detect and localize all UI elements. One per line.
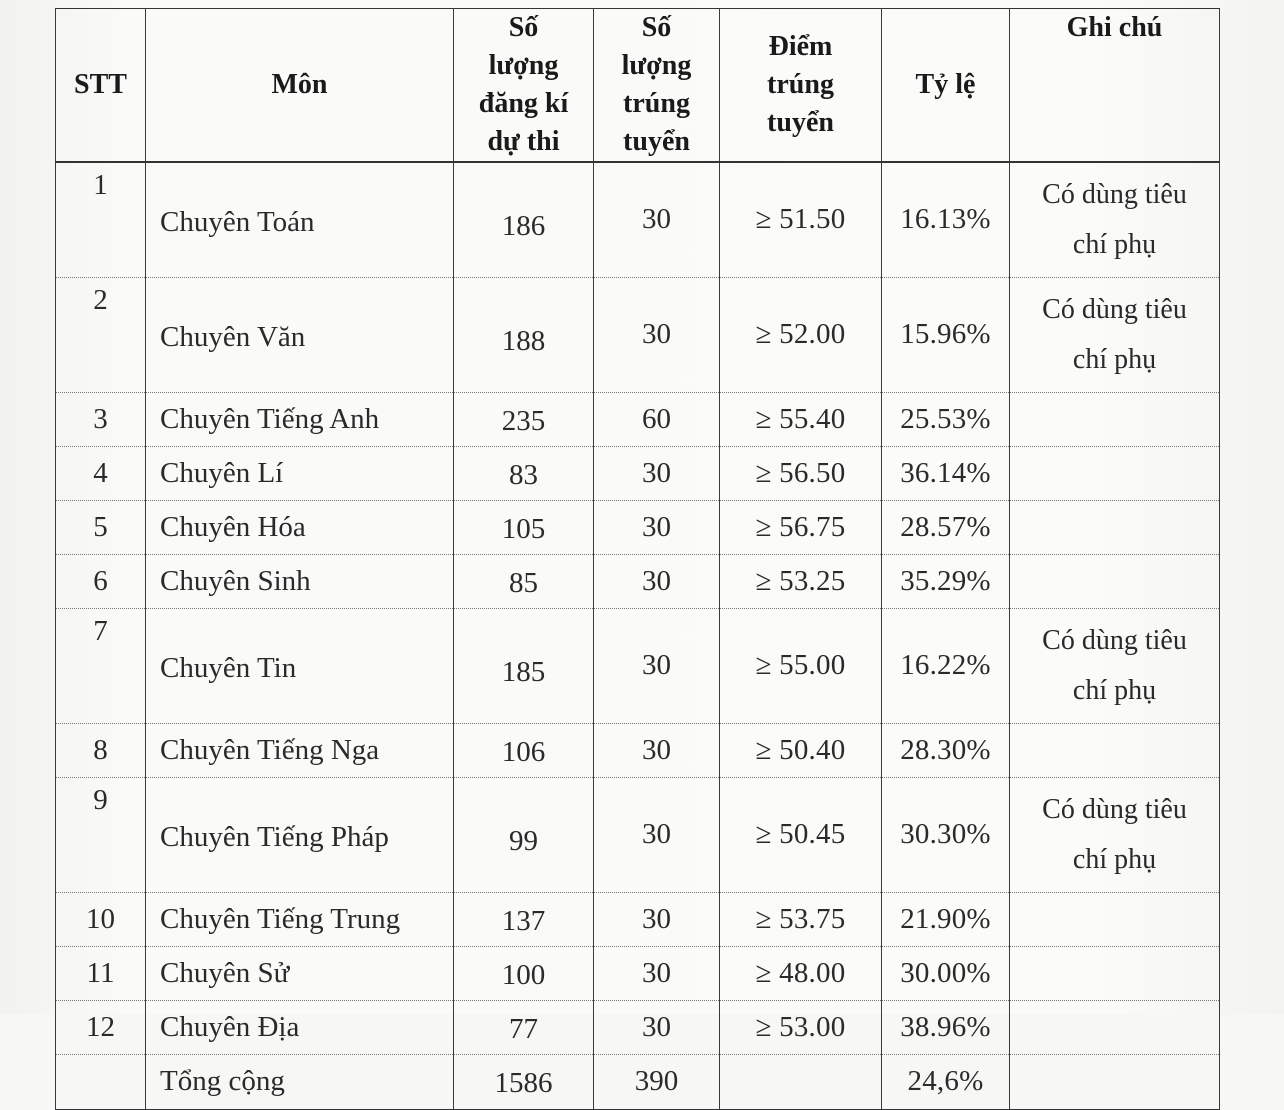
cell-subject: Chuyên Sử (146, 947, 454, 1001)
cell-registered: 85 (454, 555, 594, 609)
cell-subject: Chuyên Hóa (146, 501, 454, 555)
total-admitted: 390 (594, 1055, 720, 1110)
cell-rate: 16.13% (882, 162, 1010, 278)
note-line: Có dùng tiêu (1042, 294, 1187, 325)
cell-stt: 5 (56, 501, 146, 555)
cell-registered: 99 (454, 778, 594, 893)
cell-rate: 15.96% (882, 278, 1010, 393)
cell-admitted: 30 (594, 162, 720, 278)
cell-stt: 4 (56, 447, 146, 501)
cell-stt: 9 (56, 778, 146, 893)
total-row (56, 1055, 1220, 1110)
cell-cutoff: ≥ 50.40 (720, 724, 882, 778)
cell-note (1010, 609, 1220, 724)
cell-cutoff: ≥ 51.50 (720, 162, 882, 278)
cell-subject: Chuyên Lí (146, 447, 454, 501)
cell-stt: 12 (56, 1001, 146, 1055)
cell-admitted: 30 (594, 447, 720, 501)
header-note: Ghi chú (1010, 9, 1220, 163)
cell-subject: Chuyên Tin (146, 609, 454, 724)
header-line: trúng (623, 88, 690, 119)
header-line: đăng kí (478, 88, 569, 119)
header-line: Số (508, 12, 539, 43)
cell-registered: 235 (454, 393, 594, 447)
cell-admitted: 60 (594, 393, 720, 447)
note-line: Có dùng tiêu (1042, 625, 1187, 656)
cell-stt: 7 (56, 609, 146, 724)
cell-cutoff: ≥ 50.45 (720, 778, 882, 893)
cell-subject: Chuyên Tiếng Trung (146, 893, 454, 947)
table-row (56, 1001, 1220, 1055)
header-admitted (594, 9, 720, 163)
table-row (56, 947, 1220, 1001)
cell-cutoff: ≥ 53.25 (720, 555, 882, 609)
note-line: Có dùng tiêu (1042, 794, 1187, 825)
cell-admitted: 30 (594, 778, 720, 893)
header-line: tuyển (767, 107, 834, 138)
header-line: lượng (488, 50, 559, 81)
cell-stt (56, 1055, 146, 1110)
header-row (56, 9, 1220, 163)
table-row (56, 447, 1220, 501)
cell-rate: 30.30% (882, 778, 1010, 893)
note-line: chí phụ (1072, 344, 1157, 375)
header-line: dự thi (487, 126, 560, 157)
cell-stt: 8 (56, 724, 146, 778)
cell-admitted: 30 (594, 1001, 720, 1055)
cell-rate: 16.22% (882, 609, 1010, 724)
header-cutoff (720, 9, 882, 163)
cell-admitted: 30 (594, 609, 720, 724)
cell-admitted: 30 (594, 724, 720, 778)
cell-stt: 2 (56, 278, 146, 393)
table-row (56, 501, 1220, 555)
cell-admitted: 30 (594, 893, 720, 947)
header-stt: STT (56, 9, 146, 163)
header-line: tuyển (623, 126, 690, 157)
cell-stt: 3 (56, 393, 146, 447)
cell-registered: 100 (454, 947, 594, 1001)
cell-rate: 28.57% (882, 501, 1010, 555)
total-cutoff (720, 1055, 882, 1110)
cell-rate: 38.96% (882, 1001, 1010, 1055)
cell-cutoff: ≥ 48.00 (720, 947, 882, 1001)
header-line: trúng (767, 69, 834, 100)
cell-admitted: 30 (594, 555, 720, 609)
cell-cutoff: ≥ 52.00 (720, 278, 882, 393)
cell-cutoff: ≥ 55.40 (720, 393, 882, 447)
cell-registered: 106 (454, 724, 594, 778)
cell-registered: 186 (454, 162, 594, 278)
cell-rate: 28.30% (882, 724, 1010, 778)
cell-registered: 137 (454, 893, 594, 947)
cell-note (1010, 947, 1220, 1001)
table-row (56, 893, 1220, 947)
cell-subject: Chuyên Tiếng Nga (146, 724, 454, 778)
cell-cutoff: ≥ 53.00 (720, 1001, 882, 1055)
header-line: Số (641, 12, 672, 43)
cell-rate: 25.53% (882, 393, 1010, 447)
cell-registered: 105 (454, 501, 594, 555)
header-rate: Tỷ lệ (882, 9, 1010, 163)
note-line: chí phụ (1072, 229, 1157, 260)
header-subject: Môn (146, 9, 454, 163)
cell-registered: 185 (454, 609, 594, 724)
cell-note (1010, 162, 1220, 278)
cell-subject: Chuyên Địa (146, 1001, 454, 1055)
cell-subject: Chuyên Văn (146, 278, 454, 393)
cell-stt: 1 (56, 162, 146, 278)
cell-note (1010, 393, 1220, 447)
cell-admitted: 30 (594, 947, 720, 1001)
header-line: Điểm (768, 31, 833, 62)
cell-rate: 21.90% (882, 893, 1010, 947)
cell-note (1010, 893, 1220, 947)
table-row (56, 555, 1220, 609)
table-row (56, 724, 1220, 778)
cell-registered: 83 (454, 447, 594, 501)
header-line: lượng (621, 50, 692, 81)
cell-subject: Chuyên Toán (146, 162, 454, 278)
cell-note (1010, 278, 1220, 393)
note-line: Có dùng tiêu (1042, 179, 1187, 210)
table-row (56, 278, 1220, 393)
cell-admitted: 30 (594, 501, 720, 555)
cell-admitted: 30 (594, 278, 720, 393)
cell-note (1010, 501, 1220, 555)
cell-rate: 36.14% (882, 447, 1010, 501)
table-row (56, 393, 1220, 447)
cell-subject: Chuyên Sinh (146, 555, 454, 609)
cell-note (1010, 447, 1220, 501)
total-label: Tổng cộng (146, 1055, 454, 1110)
cell-note (1010, 778, 1220, 893)
header-registered (454, 9, 594, 163)
note-line: chí phụ (1072, 844, 1157, 875)
cell-registered: 188 (454, 278, 594, 393)
cell-note (1010, 555, 1220, 609)
cell-rate: 30.00% (882, 947, 1010, 1001)
cell-cutoff: ≥ 56.75 (720, 501, 882, 555)
total-rate: 24,6% (882, 1055, 1010, 1110)
note-line: chí phụ (1072, 675, 1157, 706)
cell-stt: 11 (56, 947, 146, 1001)
cell-rate: 35.29% (882, 555, 1010, 609)
cell-subject: Chuyên Tiếng Pháp (146, 778, 454, 893)
cell-subject: Chuyên Tiếng Anh (146, 393, 454, 447)
cell-note (1010, 1001, 1220, 1055)
table-row (56, 162, 1220, 278)
cell-stt: 10 (56, 893, 146, 947)
table-row (56, 609, 1220, 724)
cell-registered: 77 (454, 1001, 594, 1055)
total-note (1010, 1055, 1220, 1110)
total-registered: 1586 (454, 1055, 594, 1110)
cell-cutoff: ≥ 53.75 (720, 893, 882, 947)
admission-results-table (55, 8, 1220, 1110)
cell-note (1010, 724, 1220, 778)
cell-stt: 6 (56, 555, 146, 609)
table-row (56, 778, 1220, 893)
cell-cutoff: ≥ 55.00 (720, 609, 882, 724)
cell-cutoff: ≥ 56.50 (720, 447, 882, 501)
